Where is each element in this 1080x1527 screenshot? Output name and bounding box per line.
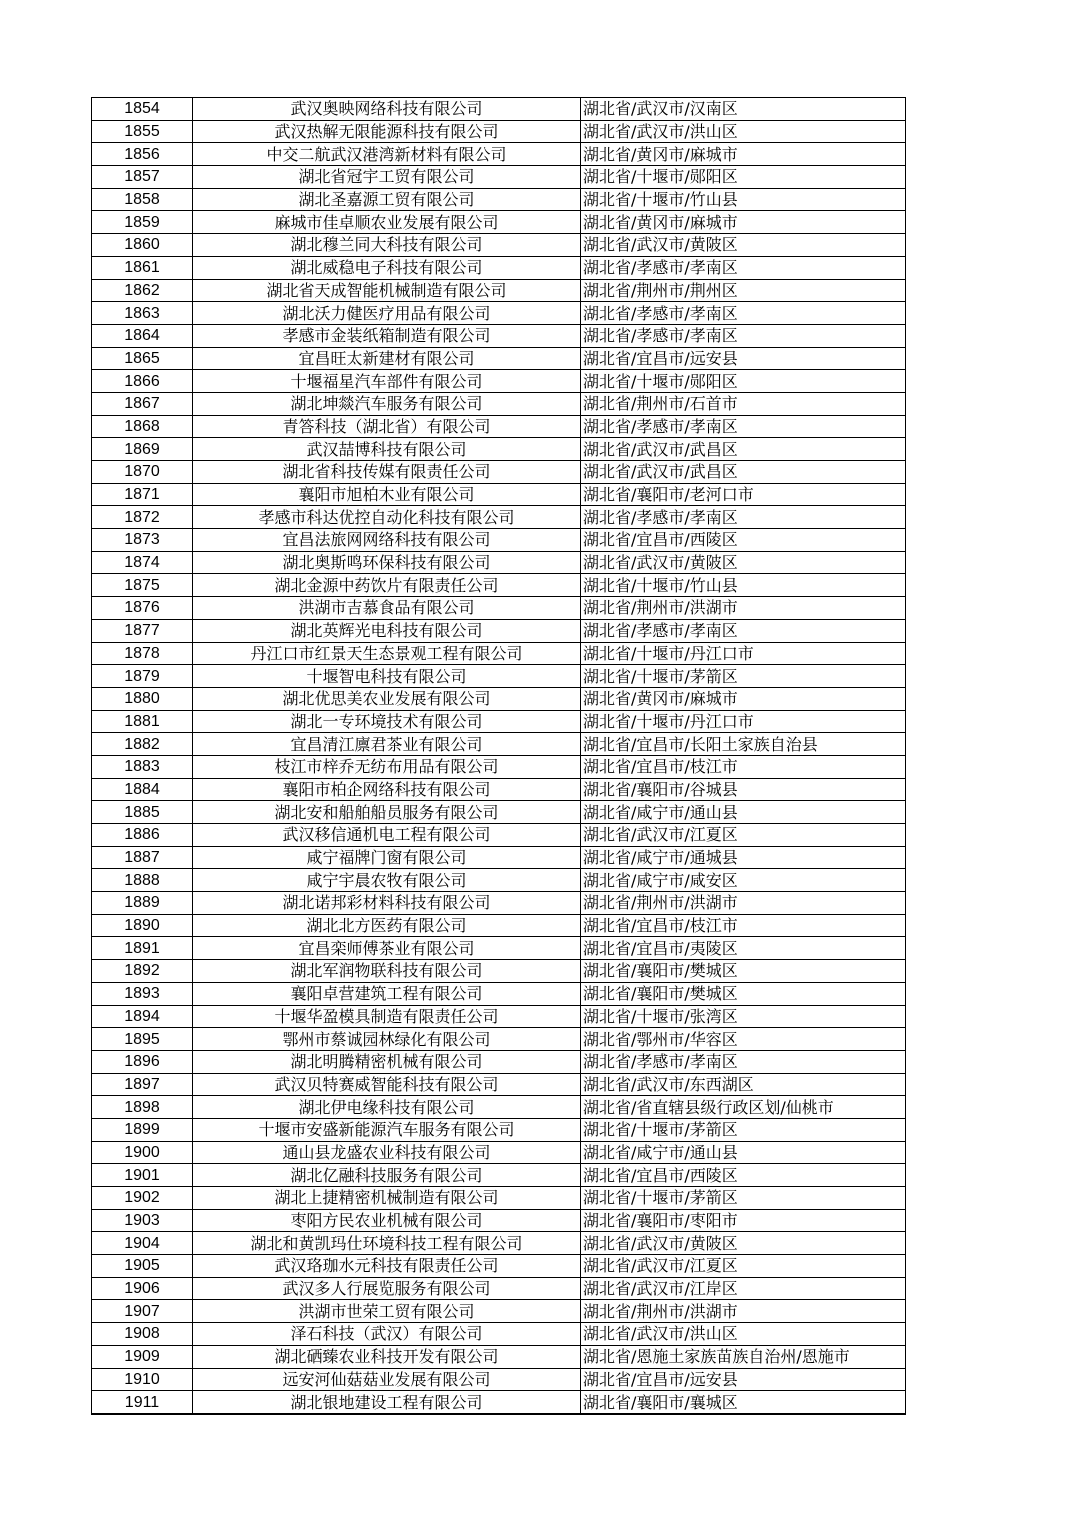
- table-row: [92, 461, 906, 484]
- company-name-cell: 十堰智电科技有限公司: [193, 665, 581, 688]
- company-name-cell: 湖北穆兰同大科技有限公司: [193, 234, 581, 257]
- row-number-cell: 1902: [92, 1187, 193, 1210]
- company-name-cell: 枝江市梓乔无纺布用品有限公司: [193, 755, 581, 778]
- table-row: [92, 1005, 906, 1028]
- table-row: [92, 642, 906, 665]
- region-cell: 湖北省/十堰市/茅箭区: [581, 1187, 906, 1210]
- region-cell: 湖北省/十堰市/张湾区: [581, 1005, 906, 1028]
- company-name-cell: 湖北沃力健医疗用品有限公司: [193, 302, 581, 325]
- row-number-cell: 1888: [92, 869, 193, 892]
- company-name-cell: 襄阳卓营建筑工程有限公司: [193, 982, 581, 1005]
- company-name-cell: 孝感市金装纸箱制造有限公司: [193, 324, 581, 347]
- company-name-cell: 湖北硒臻农业科技开发有限公司: [193, 1345, 581, 1368]
- row-number-cell: 1890: [92, 914, 193, 937]
- table-row: [92, 1368, 906, 1391]
- row-number-cell: 1910: [92, 1368, 193, 1391]
- table-row: [92, 914, 906, 937]
- company-name-cell: 十堰华盈模具制造有限责任公司: [193, 1005, 581, 1028]
- table-row: [92, 392, 906, 415]
- row-number-cell: 1892: [92, 960, 193, 983]
- table-row: [92, 279, 906, 302]
- region-cell: 湖北省/十堰市/丹江口市: [581, 710, 906, 733]
- row-number-cell: 1879: [92, 665, 193, 688]
- row-number-cell: 1855: [92, 120, 193, 143]
- region-cell: 湖北省/孝感市/孝南区: [581, 1050, 906, 1073]
- company-name-cell: 襄阳市旭柏木业有限公司: [193, 483, 581, 506]
- table-body: [92, 98, 906, 1414]
- region-cell: 湖北省/咸宁市/通山县: [581, 801, 906, 824]
- row-number-cell: 1878: [92, 642, 193, 665]
- table-row: [92, 1187, 906, 1210]
- table-row: [92, 574, 906, 597]
- row-number-cell: 1886: [92, 824, 193, 847]
- region-cell: 湖北省/襄阳市/老河口市: [581, 483, 906, 506]
- table-row: [92, 551, 906, 574]
- table-row: [92, 778, 906, 801]
- table-row: [92, 1277, 906, 1300]
- company-name-cell: 远安河仙菇菇业发展有限公司: [193, 1368, 581, 1391]
- company-name-cell: 湖北英辉光电科技有限公司: [193, 619, 581, 642]
- region-cell: 湖北省/宜昌市/长阳土家族自治县: [581, 733, 906, 756]
- row-number-cell: 1897: [92, 1073, 193, 1096]
- region-cell: 湖北省/武汉市/东西湖区: [581, 1073, 906, 1096]
- region-cell: 湖北省/孝感市/孝南区: [581, 256, 906, 279]
- table-row: [92, 234, 906, 257]
- region-cell: 湖北省/十堰市/竹山县: [581, 574, 906, 597]
- table-row: [92, 1209, 906, 1232]
- region-cell: 湖北省/十堰市/郧阳区: [581, 370, 906, 393]
- company-name-cell: 湖北明腾精密机械有限公司: [193, 1050, 581, 1073]
- table-row: [92, 960, 906, 983]
- table-row: [92, 347, 906, 370]
- table-row: [92, 687, 906, 710]
- region-cell: 湖北省/襄阳市/樊城区: [581, 982, 906, 1005]
- company-name-cell: 湖北省科技传媒有限责任公司: [193, 461, 581, 484]
- company-name-cell: 孝感市科达优控自动化科技有限公司: [193, 506, 581, 529]
- region-cell: 湖北省/宜昌市/夷陵区: [581, 937, 906, 960]
- table-row: [92, 892, 906, 915]
- company-name-cell: 湖北银地建设工程有限公司: [193, 1391, 581, 1414]
- region-cell: 湖北省/武汉市/江岸区: [581, 1277, 906, 1300]
- row-number-cell: 1874: [92, 551, 193, 574]
- company-name-cell: 枣阳方民农业机械有限公司: [193, 1209, 581, 1232]
- region-cell: 湖北省/十堰市/丹江口市: [581, 642, 906, 665]
- row-number-cell: 1909: [92, 1345, 193, 1368]
- row-number-cell: 1881: [92, 710, 193, 733]
- company-name-cell: 湖北奥斯鸣环保科技有限公司: [193, 551, 581, 574]
- region-cell: 湖北省/荆州市/洪湖市: [581, 597, 906, 620]
- row-number-cell: 1869: [92, 438, 193, 461]
- region-cell: 湖北省/咸宁市/通山县: [581, 1141, 906, 1164]
- table-row: [92, 256, 906, 279]
- table-row: [92, 801, 906, 824]
- row-number-cell: 1864: [92, 324, 193, 347]
- region-cell: 湖北省/咸宁市/咸安区: [581, 869, 906, 892]
- region-cell: 湖北省/襄阳市/襄城区: [581, 1391, 906, 1414]
- table-row: [92, 506, 906, 529]
- table-row: [92, 438, 906, 461]
- table-row: [92, 370, 906, 393]
- table-row: [92, 1345, 906, 1368]
- company-name-cell: 湖北威稳电子科技有限公司: [193, 256, 581, 279]
- table-row: [92, 1050, 906, 1073]
- table-row: [92, 120, 906, 143]
- row-number-cell: 1862: [92, 279, 193, 302]
- table-row: [92, 211, 906, 234]
- table-row: [92, 302, 906, 325]
- row-number-cell: 1872: [92, 506, 193, 529]
- table-row: [92, 619, 906, 642]
- region-cell: 湖北省/宜昌市/西陵区: [581, 529, 906, 552]
- region-cell: 湖北省/孝感市/孝南区: [581, 324, 906, 347]
- row-number-cell: 1867: [92, 392, 193, 415]
- region-cell: 湖北省/宜昌市/远安县: [581, 1368, 906, 1391]
- table-row: [92, 1073, 906, 1096]
- region-cell: 湖北省/荆州市/洪湖市: [581, 892, 906, 915]
- company-name-cell: 湖北金源中药饮片有限责任公司: [193, 574, 581, 597]
- table-row: [92, 597, 906, 620]
- company-name-cell: 洪湖市吉慕食品有限公司: [193, 597, 581, 620]
- table-row: [92, 733, 906, 756]
- region-cell: 湖北省/孝感市/孝南区: [581, 506, 906, 529]
- region-cell: 湖北省/襄阳市/樊城区: [581, 960, 906, 983]
- company-name-cell: 咸宁福牌门窗有限公司: [193, 846, 581, 869]
- row-number-cell: 1907: [92, 1300, 193, 1323]
- table-row: [92, 982, 906, 1005]
- company-name-cell: 湖北上捷精密机械制造有限公司: [193, 1187, 581, 1210]
- region-cell: 湖北省/武汉市/武昌区: [581, 438, 906, 461]
- row-number-cell: 1870: [92, 461, 193, 484]
- region-cell: 湖北省/孝感市/孝南区: [581, 302, 906, 325]
- company-name-cell: 十堰福星汽车部件有限公司: [193, 370, 581, 393]
- region-cell: 湖北省/宜昌市/枝江市: [581, 755, 906, 778]
- row-number-cell: 1895: [92, 1028, 193, 1051]
- table-row: [92, 529, 906, 552]
- company-name-cell: 中交二航武汉港湾新材料有限公司: [193, 143, 581, 166]
- row-number-cell: 1871: [92, 483, 193, 506]
- row-number-cell: 1903: [92, 1209, 193, 1232]
- table-row: [92, 1164, 906, 1187]
- row-number-cell: 1896: [92, 1050, 193, 1073]
- region-cell: 湖北省/武汉市/汉南区: [581, 98, 906, 121]
- row-number-cell: 1893: [92, 982, 193, 1005]
- row-number-cell: 1899: [92, 1118, 193, 1141]
- row-number-cell: 1876: [92, 597, 193, 620]
- company-name-cell: 湖北和黄凯玛仕环境科技工程有限公司: [193, 1232, 581, 1255]
- row-number-cell: 1877: [92, 619, 193, 642]
- row-number-cell: 1889: [92, 892, 193, 915]
- row-number-cell: 1861: [92, 256, 193, 279]
- region-cell: 湖北省/十堰市/竹山县: [581, 188, 906, 211]
- table-row: [92, 869, 906, 892]
- table-row: [92, 1141, 906, 1164]
- region-cell: 湖北省/荆州市/荆州区: [581, 279, 906, 302]
- row-number-cell: 1875: [92, 574, 193, 597]
- table-row: [92, 937, 906, 960]
- table-row: [92, 1118, 906, 1141]
- company-name-cell: 湖北诺邦彩材料科技有限公司: [193, 892, 581, 915]
- company-name-cell: 通山县龙盛农业科技有限公司: [193, 1141, 581, 1164]
- row-number-cell: 1863: [92, 302, 193, 325]
- company-name-cell: 宜昌法旅网网络科技有限公司: [193, 529, 581, 552]
- row-number-cell: 1894: [92, 1005, 193, 1028]
- row-number-cell: 1898: [92, 1096, 193, 1119]
- region-cell: 湖北省/十堰市/茅箭区: [581, 1118, 906, 1141]
- company-name-cell: 湖北北方医药有限公司: [193, 914, 581, 937]
- company-name-cell: 湖北安和船舶船员服务有限公司: [193, 801, 581, 824]
- row-number-cell: 1859: [92, 211, 193, 234]
- table-row: [92, 665, 906, 688]
- region-cell: 湖北省/武汉市/江夏区: [581, 824, 906, 847]
- region-cell: 湖北省/宜昌市/枝江市: [581, 914, 906, 937]
- region-cell: 湖北省/宜昌市/西陵区: [581, 1164, 906, 1187]
- company-name-cell: 青答科技（湖北省）有限公司: [193, 415, 581, 438]
- row-number-cell: 1865: [92, 347, 193, 370]
- company-name-cell: 湖北亿融科技服务有限公司: [193, 1164, 581, 1187]
- company-name-cell: 洪湖市世荣工贸有限公司: [193, 1300, 581, 1323]
- company-name-cell: 咸宁宇晨农牧有限公司: [193, 869, 581, 892]
- region-cell: 湖北省/孝感市/孝南区: [581, 415, 906, 438]
- region-cell: 湖北省/襄阳市/枣阳市: [581, 1209, 906, 1232]
- company-name-cell: 宜昌旺太新建材有限公司: [193, 347, 581, 370]
- company-name-cell: 麻城市佳卓顺农业发展有限公司: [193, 211, 581, 234]
- row-number-cell: 1904: [92, 1232, 193, 1255]
- region-cell: 湖北省/省直辖县级行政区划/仙桃市: [581, 1096, 906, 1119]
- region-cell: 湖北省/恩施土家族苗族自治州/恩施市: [581, 1345, 906, 1368]
- company-name-cell: 武汉贝特赛威智能科技有限公司: [193, 1073, 581, 1096]
- row-number-cell: 1906: [92, 1277, 193, 1300]
- company-name-cell: 武汉多人行展览服务有限公司: [193, 1277, 581, 1300]
- company-list-table: [91, 97, 906, 1415]
- company-name-cell: 湖北伊电缘科技有限公司: [193, 1096, 581, 1119]
- row-number-cell: 1891: [92, 937, 193, 960]
- table-row: [92, 324, 906, 347]
- region-cell: 湖北省/黄冈市/麻城市: [581, 687, 906, 710]
- row-number-cell: 1873: [92, 529, 193, 552]
- table-row: [92, 483, 906, 506]
- company-name-cell: 武汉珞珈水元科技有限责任公司: [193, 1255, 581, 1278]
- region-cell: 湖北省/襄阳市/谷城县: [581, 778, 906, 801]
- region-cell: 湖北省/十堰市/郧阳区: [581, 166, 906, 189]
- region-cell: 湖北省/武汉市/黄陂区: [581, 234, 906, 257]
- company-name-cell: 湖北军润物联科技有限公司: [193, 960, 581, 983]
- row-number-cell: 1905: [92, 1255, 193, 1278]
- company-name-cell: 湖北坤燚汽车服务有限公司: [193, 392, 581, 415]
- company-name-cell: 宜昌清江廪君茶业有限公司: [193, 733, 581, 756]
- company-name-cell: 武汉奥映网络科技有限公司: [193, 98, 581, 121]
- row-number-cell: 1884: [92, 778, 193, 801]
- row-number-cell: 1860: [92, 234, 193, 257]
- table-row: [92, 143, 906, 166]
- table-row: [92, 1300, 906, 1323]
- region-cell: 湖北省/武汉市/洪山区: [581, 1323, 906, 1346]
- row-number-cell: 1887: [92, 846, 193, 869]
- company-name-cell: 丹江口市红景天生态景观工程有限公司: [193, 642, 581, 665]
- company-name-cell: 鄂州市蔡诚园林绿化有限公司: [193, 1028, 581, 1051]
- company-name-cell: 湖北省天成智能机械制造有限公司: [193, 279, 581, 302]
- row-number-cell: 1856: [92, 143, 193, 166]
- row-number-cell: 1885: [92, 801, 193, 824]
- company-name-cell: 宜昌栾师傅茶业有限公司: [193, 937, 581, 960]
- region-cell: 湖北省/咸宁市/通城县: [581, 846, 906, 869]
- company-name-cell: 十堰市安盛新能源汽车服务有限公司: [193, 1118, 581, 1141]
- row-number-cell: 1882: [92, 733, 193, 756]
- table-row: [92, 1391, 906, 1414]
- region-cell: 湖北省/鄂州市/华容区: [581, 1028, 906, 1051]
- table-row: [92, 1028, 906, 1051]
- row-number-cell: 1880: [92, 687, 193, 710]
- region-cell: 湖北省/武汉市/洪山区: [581, 120, 906, 143]
- company-name-cell: 湖北优思美农业发展有限公司: [193, 687, 581, 710]
- table-row: [92, 1323, 906, 1346]
- company-name-cell: 武汉热解无限能源科技有限公司: [193, 120, 581, 143]
- company-name-cell: 武汉移信通机电工程有限公司: [193, 824, 581, 847]
- row-number-cell: 1858: [92, 188, 193, 211]
- region-cell: 湖北省/宜昌市/远安县: [581, 347, 906, 370]
- region-cell: 湖北省/十堰市/茅箭区: [581, 665, 906, 688]
- table-row: [92, 166, 906, 189]
- region-cell: 湖北省/武汉市/江夏区: [581, 1255, 906, 1278]
- table-row: [92, 98, 906, 121]
- company-name-cell: 湖北圣嘉源工贸有限公司: [193, 188, 581, 211]
- company-name-cell: 泽石科技（武汉）有限公司: [193, 1323, 581, 1346]
- table-row: [92, 846, 906, 869]
- row-number-cell: 1908: [92, 1323, 193, 1346]
- company-name-cell: 襄阳市柏企网络科技有限公司: [193, 778, 581, 801]
- row-number-cell: 1866: [92, 370, 193, 393]
- table-row: [92, 415, 906, 438]
- row-number-cell: 1900: [92, 1141, 193, 1164]
- row-number-cell: 1901: [92, 1164, 193, 1187]
- row-number-cell: 1857: [92, 166, 193, 189]
- table-row: [92, 755, 906, 778]
- table-row: [92, 824, 906, 847]
- region-cell: 湖北省/荆州市/洪湖市: [581, 1300, 906, 1323]
- region-cell: 湖北省/武汉市/黄陂区: [581, 1232, 906, 1255]
- company-name-cell: 湖北省冠宇工贸有限公司: [193, 166, 581, 189]
- row-number-cell: 1883: [92, 755, 193, 778]
- region-cell: 湖北省/荆州市/石首市: [581, 392, 906, 415]
- table-row: [92, 1096, 906, 1119]
- table-row: [92, 710, 906, 733]
- region-cell: 湖北省/武汉市/黄陂区: [581, 551, 906, 574]
- row-number-cell: 1911: [92, 1391, 193, 1414]
- table-row: [92, 1232, 906, 1255]
- company-name-cell: 湖北一专环境技术有限公司: [193, 710, 581, 733]
- region-cell: 湖北省/黄冈市/麻城市: [581, 143, 906, 166]
- table-row: [92, 188, 906, 211]
- row-number-cell: 1868: [92, 415, 193, 438]
- table-row: [92, 1255, 906, 1278]
- region-cell: 湖北省/黄冈市/麻城市: [581, 211, 906, 234]
- region-cell: 湖北省/孝感市/孝南区: [581, 619, 906, 642]
- region-cell: 湖北省/武汉市/武昌区: [581, 461, 906, 484]
- row-number-cell: 1854: [92, 98, 193, 121]
- company-name-cell: 武汉喆博科技有限公司: [193, 438, 581, 461]
